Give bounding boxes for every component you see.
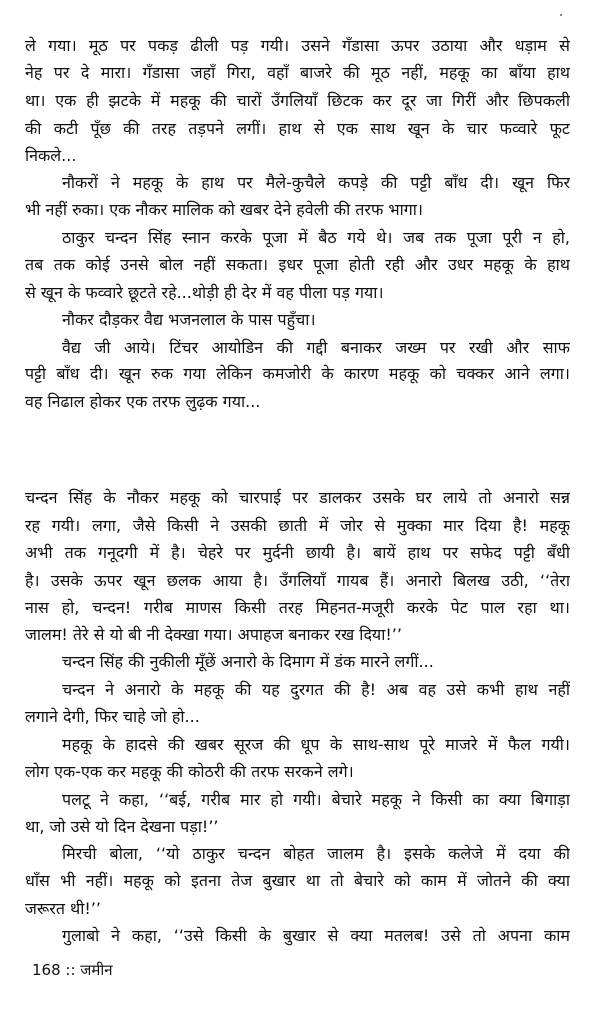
text-line: पट्टी बाँध दी। खून रुक गया लेकिन कमजोरी के कारण महकू को चक्कर आने लगा। <box>25 364 570 384</box>
text-line: जरूरत थी!’’ <box>25 899 102 919</box>
stray-mark <box>560 14 562 16</box>
text-line: से खून के फव्वारे छूटते रहे...थोड़ी ही देर में वह पीला पड़ गया। <box>25 282 384 302</box>
text-line: लोग एक-एक कर महकू की कोठरी की तरफ सरकने लगे। <box>25 761 354 781</box>
text-line: तब तक कोई उनसे बोल नहीं सकता। इधर पूजा होती रही और उधर महकू के हाथ <box>25 254 570 274</box>
text-line: धाँस भी नहीं। महकू को इतना तेज बुखार था तो बेचारे को काम में जोतने की क्या <box>25 871 570 891</box>
text-line: चन्दन सिंह की नुकीली मूँछें अनारो के दिमाग में डंक मारने लगीं... <box>62 652 434 672</box>
text-line: निकले... <box>25 145 77 165</box>
text-line: की कटी पूँछ की तरह तड़पने लगीं। हाथ से एक साथ खून के चार फव्वारे फूट <box>25 118 570 138</box>
text-line: नौकर दौड़कर वैद्य भजनलाल के पास पहुँचा। <box>62 309 316 329</box>
text-line: लगाने देगी, फिर चाहे जो हो... <box>25 707 200 727</box>
text-line: वैद्य जी आये। टिंचर आयोडिन की गद्दी बनाकर जख्म पर रखी और साफ <box>62 337 570 357</box>
text-line: था। एक ही झटके में महकू की चारों उँगलियाँ छिटक कर दूर जा गिरीं और छिपकली <box>25 90 570 110</box>
text-line: नौकरों ने महकू के हाथ पर मैले-कुचैले कपड़े की पट्टी बाँध दी। खून फिर <box>62 173 570 193</box>
text-line: वह निढाल होकर एक तरफ लुढ़क गया... <box>25 392 261 412</box>
text-line: नेह पर दे मारा। गँडासा जहाँ गिरा, वहाँ बाजरे की मूठ नहीं, महकू का बाँया हाथ <box>25 62 570 82</box>
text-line: चन्दन सिंह के नौकर महकू को चारपाई पर डालकर उसके घर लाये तो अनारो सन्न <box>25 488 570 508</box>
text-line: अभी तक गनूदगी में है। चेहरे पर मुर्दनी छायी है। बायें हाथ पर सफेद पट्टी बँधी <box>25 542 570 562</box>
text-line: ले गया। मूठ पर पकड़ ढीली पड़ गयी। उसने गँडासा ऊपर उठाया और धड़ाम से <box>25 36 570 55</box>
text-line: था, जो उसे यो दिन देखना पड़ा!’’ <box>25 816 219 836</box>
text-line: रह गयी। लगा, जैसे किसी ने उसकी छाती में जोर से मुक्का मार दिया है! महकू <box>25 516 570 535</box>
page-footer: 168 :: जमीन <box>32 961 113 979</box>
text-line: पलटू ने कहा, ‘‘बई, गरीब मार हो गयी। बेचारे महकू ने किसी का क्या बिगाड़ा <box>62 789 570 809</box>
text-line: जालम! तेरे से यो बी नी देक्खा गया। अपाहज बनाकर रख दिया!’’ <box>25 625 402 645</box>
text-line: चन्दन ने अनारो के महकू की यह दुरगत की है! अब वह उसे कभी हाथ नहीं <box>62 680 570 700</box>
text-line: भी नहीं रुका। एक नौकर मालिक को खबर देने हवेली की तरफ भागा। <box>25 200 423 220</box>
text-line: है। उसके ऊपर खून छलक आया है। उँगलियाँ गायब हैं। अनारो बिलख उठी, ‘‘तेरा <box>25 570 570 590</box>
text-line: मिरची बोला, ‘‘यो ठाकुर चन्दन बोहत जालम है। इसके कलेजे में दया की <box>62 844 570 864</box>
text-line: गुलाबो ने कहा, ‘‘उसे किसी के बुखार से क्या मतलब! उसे तो अपना काम <box>62 926 570 945</box>
text-line: महकू के हादसे की खबर सूरज की धूप के साथ-साथ पूरे माजरे में फैल गयी। <box>62 734 570 754</box>
text-line: नास हो, चन्दन! गरीब माणस किसी तरह मिहनत-मजूरी करके पेट पाल रहा था। <box>25 597 570 617</box>
text-line: ठाकुर चन्दन सिंह स्नान करके पूजा में बैठ गये थे। जब तक पूजा पूरी न हो, <box>62 228 570 247</box>
